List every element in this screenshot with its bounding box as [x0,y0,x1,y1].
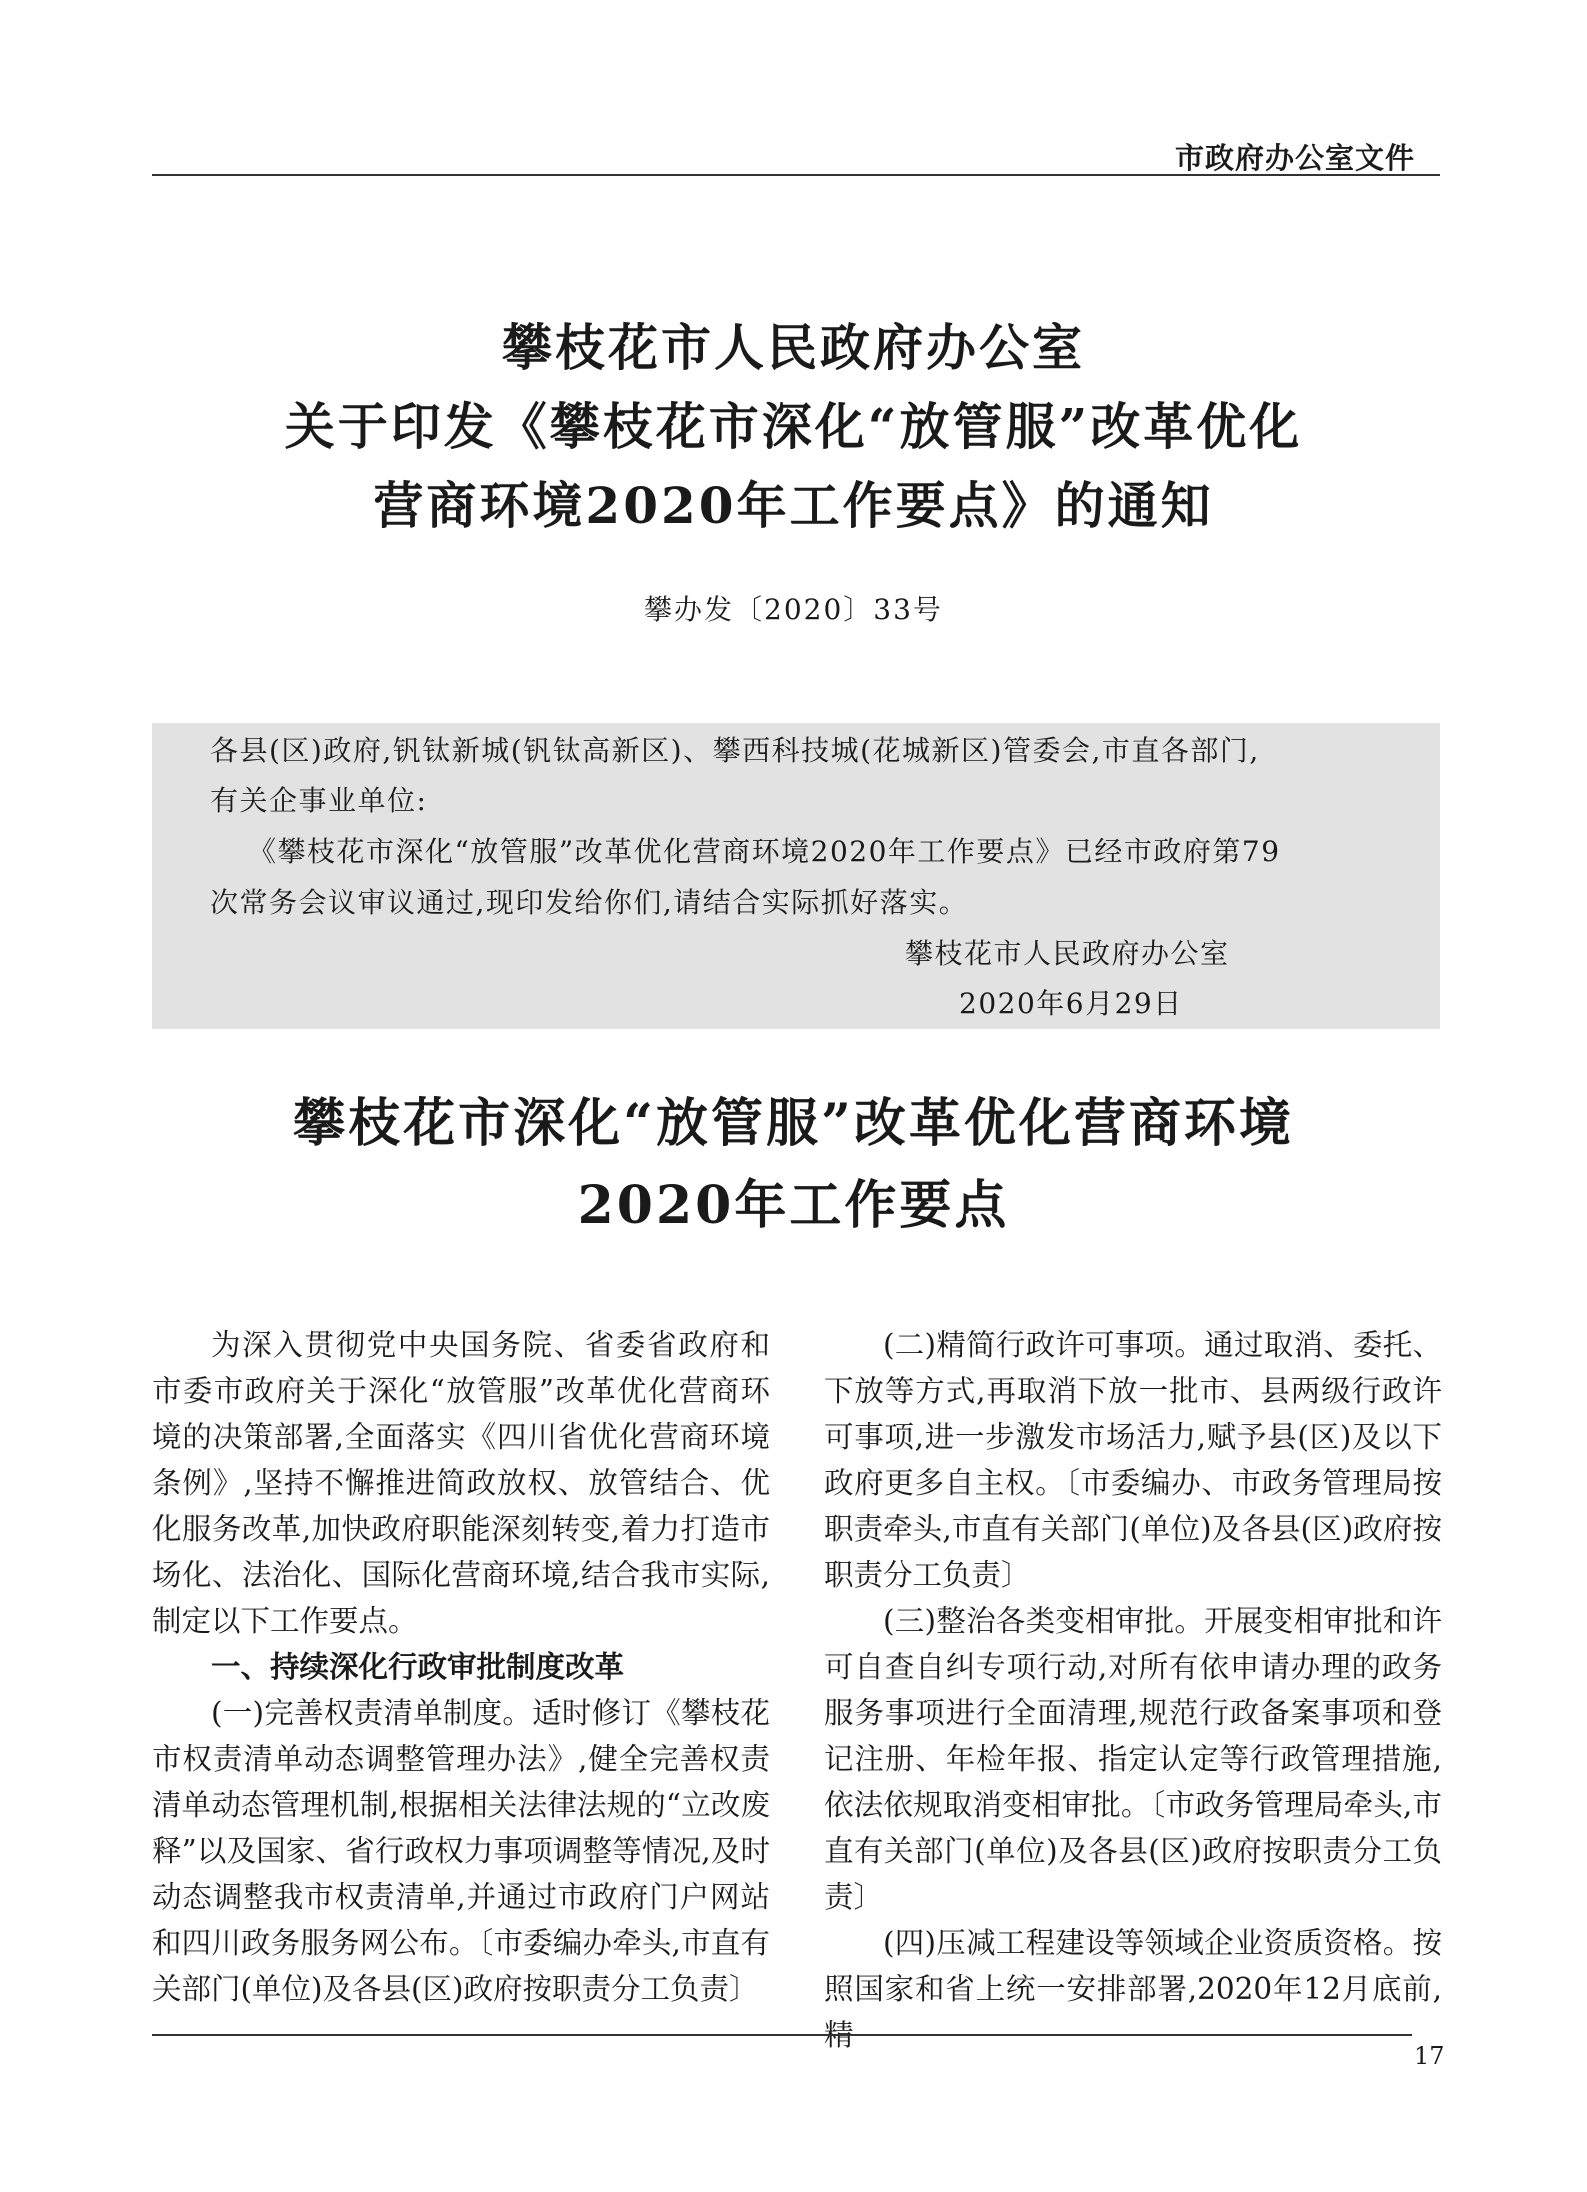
signer: 攀枝花市人民政府办公室 [905,937,1230,970]
notice-title-line: 攀枝花市人民政府办公室 [502,318,1085,377]
footer-rule [152,2034,1412,2036]
paragraph: (三)整治各类变相审批。开展变相审批和许可自查自纠专项行动,对所有依申请办理的政务服务事项进行全面清理,规范行政备案事项和登记注册、年检年报、指定认定等行政管理措施,依法依规取消变相审批。〔市政务管理局牵头,市直有关部门(单位)及各县(区)政府按职责分工负责〕 [824,1604,1442,1914]
main-title [0,1083,1587,1247]
recipients-line: 各县(区)政府,钒钛新城(钒钛高新区)、攀西科技城(花城新区)管委会,市直各部门, [210,734,1260,767]
paragraph: (二)精简行政许可事项。通过取消、委托、下放等方式,再取消下放一批市、县两级行政许可事项,进一步激发市场活力,赋予县(区)及以下政府更多自主权。〔市委编办、市政务管理局按职责牵头,市直有关部门(单位)及各县(区)政府按职责分工负责〕 [824,1328,1442,1592]
notice-body-line: 《攀枝花市深化“放管服”改革优化营商环境2020年工作要点》已经市政府第79 [248,835,1281,868]
notice-title [0,308,1587,545]
left-column [152,1322,770,2012]
main-title-line: 2020年工作要点 [577,1175,1010,1236]
notice-date: 2020年6月29日 [959,987,1183,1020]
recipients-line: 有关企事业单位: [210,784,428,817]
header-rule [152,174,1440,176]
page-number: 17 [1414,2042,1445,2070]
notice-body-line: 次常务会议审议通过,现印发给你们,请结合实际抓好落实。 [210,886,969,919]
running-header: 市政府办公室文件 [1174,141,1415,175]
document-number: 攀办发〔2020〕33号 [644,593,943,626]
notice-title-line: 关于印发《攀枝花市深化“放管服”改革优化 [284,397,1303,456]
main-title-line: 攀枝花市深化“放管服”改革优化营商环境 [293,1093,1294,1154]
paragraph: (一)完善权责清单制度。适时修订《攀枝花市权责清单动态调整管理办法》,健全完善权责清单动态管理机制,根据相关法律法规的“立改废释”以及国家、省行政权力事项调整等情况,及时动态调整我市权责清单,并通过市政府门户网站和四川政务服务网公布。〔市委编办牵头,市直有关部门(单位)及各县(区)政府按职责分工负责〕 [152,1696,770,2006]
paragraph: 为深入贯彻党中央国务院、省委省政府和市委市政府关于深化“放管服”改革优化营商环境的决策部署,全面落实《四川省优化营商环境条例》,坚持不懈推进简政放权、放管结合、优化服务改革,加快政府职能深刻转变,着力打造市场化、法治化、国际化营商环境,结合我市实际,制定以下工作要点。 [152,1328,770,1638]
notice-title-line: 营商环境2020年工作要点》的通知 [373,476,1214,535]
right-column [824,1322,1442,2058]
section-heading: 一、持续深化行政审批制度改革 [211,1650,625,1684]
notice-body-box [152,723,1440,1029]
paragraph: (四)压减工程建设等领域企业资质资格。按照国家和省上统一安排部署,2020年12月底前,精 [824,1926,1442,2052]
